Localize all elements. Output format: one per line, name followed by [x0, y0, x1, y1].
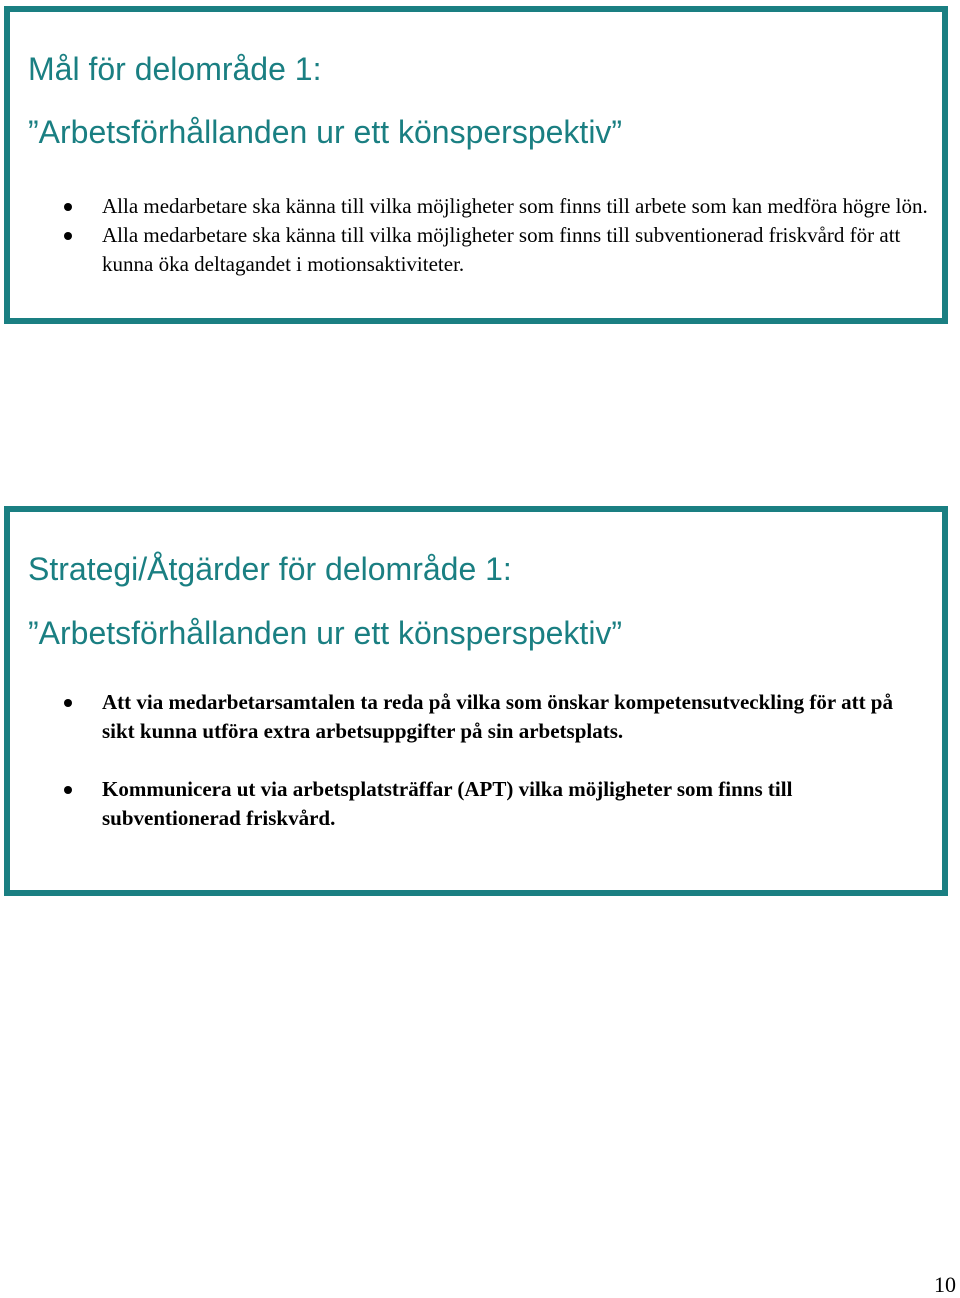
slide-goals	[4, 6, 948, 324]
list-item-text: Kommunicera ut via arbetsplatsträffar (APT) vilka möjligheter som finns till subventionerad friskvård.	[102, 777, 793, 830]
bullet-icon	[64, 699, 72, 707]
subtitle-text: Arbetsförhållanden ur ett könsperspektiv	[38, 114, 612, 150]
list-item	[10, 775, 942, 833]
bullet-icon	[64, 232, 72, 240]
list-item	[10, 192, 942, 221]
subtitle-text: Arbetsförhållanden ur ett könsperspektiv	[38, 615, 612, 651]
bullet-icon	[64, 203, 72, 211]
page-number: 10	[934, 1272, 956, 1297]
slide-subtitle	[28, 113, 622, 151]
slide-strategy	[4, 506, 948, 896]
close-quote: ”	[611, 114, 623, 150]
list-item-text: Alla medarbetare ska känna till vilka möjligheter som finns till arbete som kan medföra högre lön.	[102, 194, 928, 218]
bullet-icon	[64, 786, 72, 794]
list-item	[10, 221, 942, 279]
open-quote: ”	[28, 615, 39, 651]
slide-title: Mål för delområde 1:	[28, 51, 322, 87]
strategy-list	[10, 688, 942, 833]
slide-subtitle	[28, 614, 622, 652]
close-quote: ”	[611, 615, 623, 651]
goal-list	[10, 192, 942, 279]
list-item	[10, 688, 942, 746]
list-item-text: Att via medarbetarsamtalen ta reda på vilka som önskar kompetensutveckling för att på sikt kunna utföra extra arbetsuppgifter på sin arbetsplats.	[102, 690, 893, 743]
slide-title: Strategi/Åtgärder för delområde 1:	[28, 551, 512, 587]
list-item-text: Alla medarbetare ska känna till vilka möjligheter som finns till subventionerad friskvård för att kunna öka deltagandet i motionsaktiviteter.	[102, 223, 901, 276]
open-quote: ”	[28, 114, 39, 150]
